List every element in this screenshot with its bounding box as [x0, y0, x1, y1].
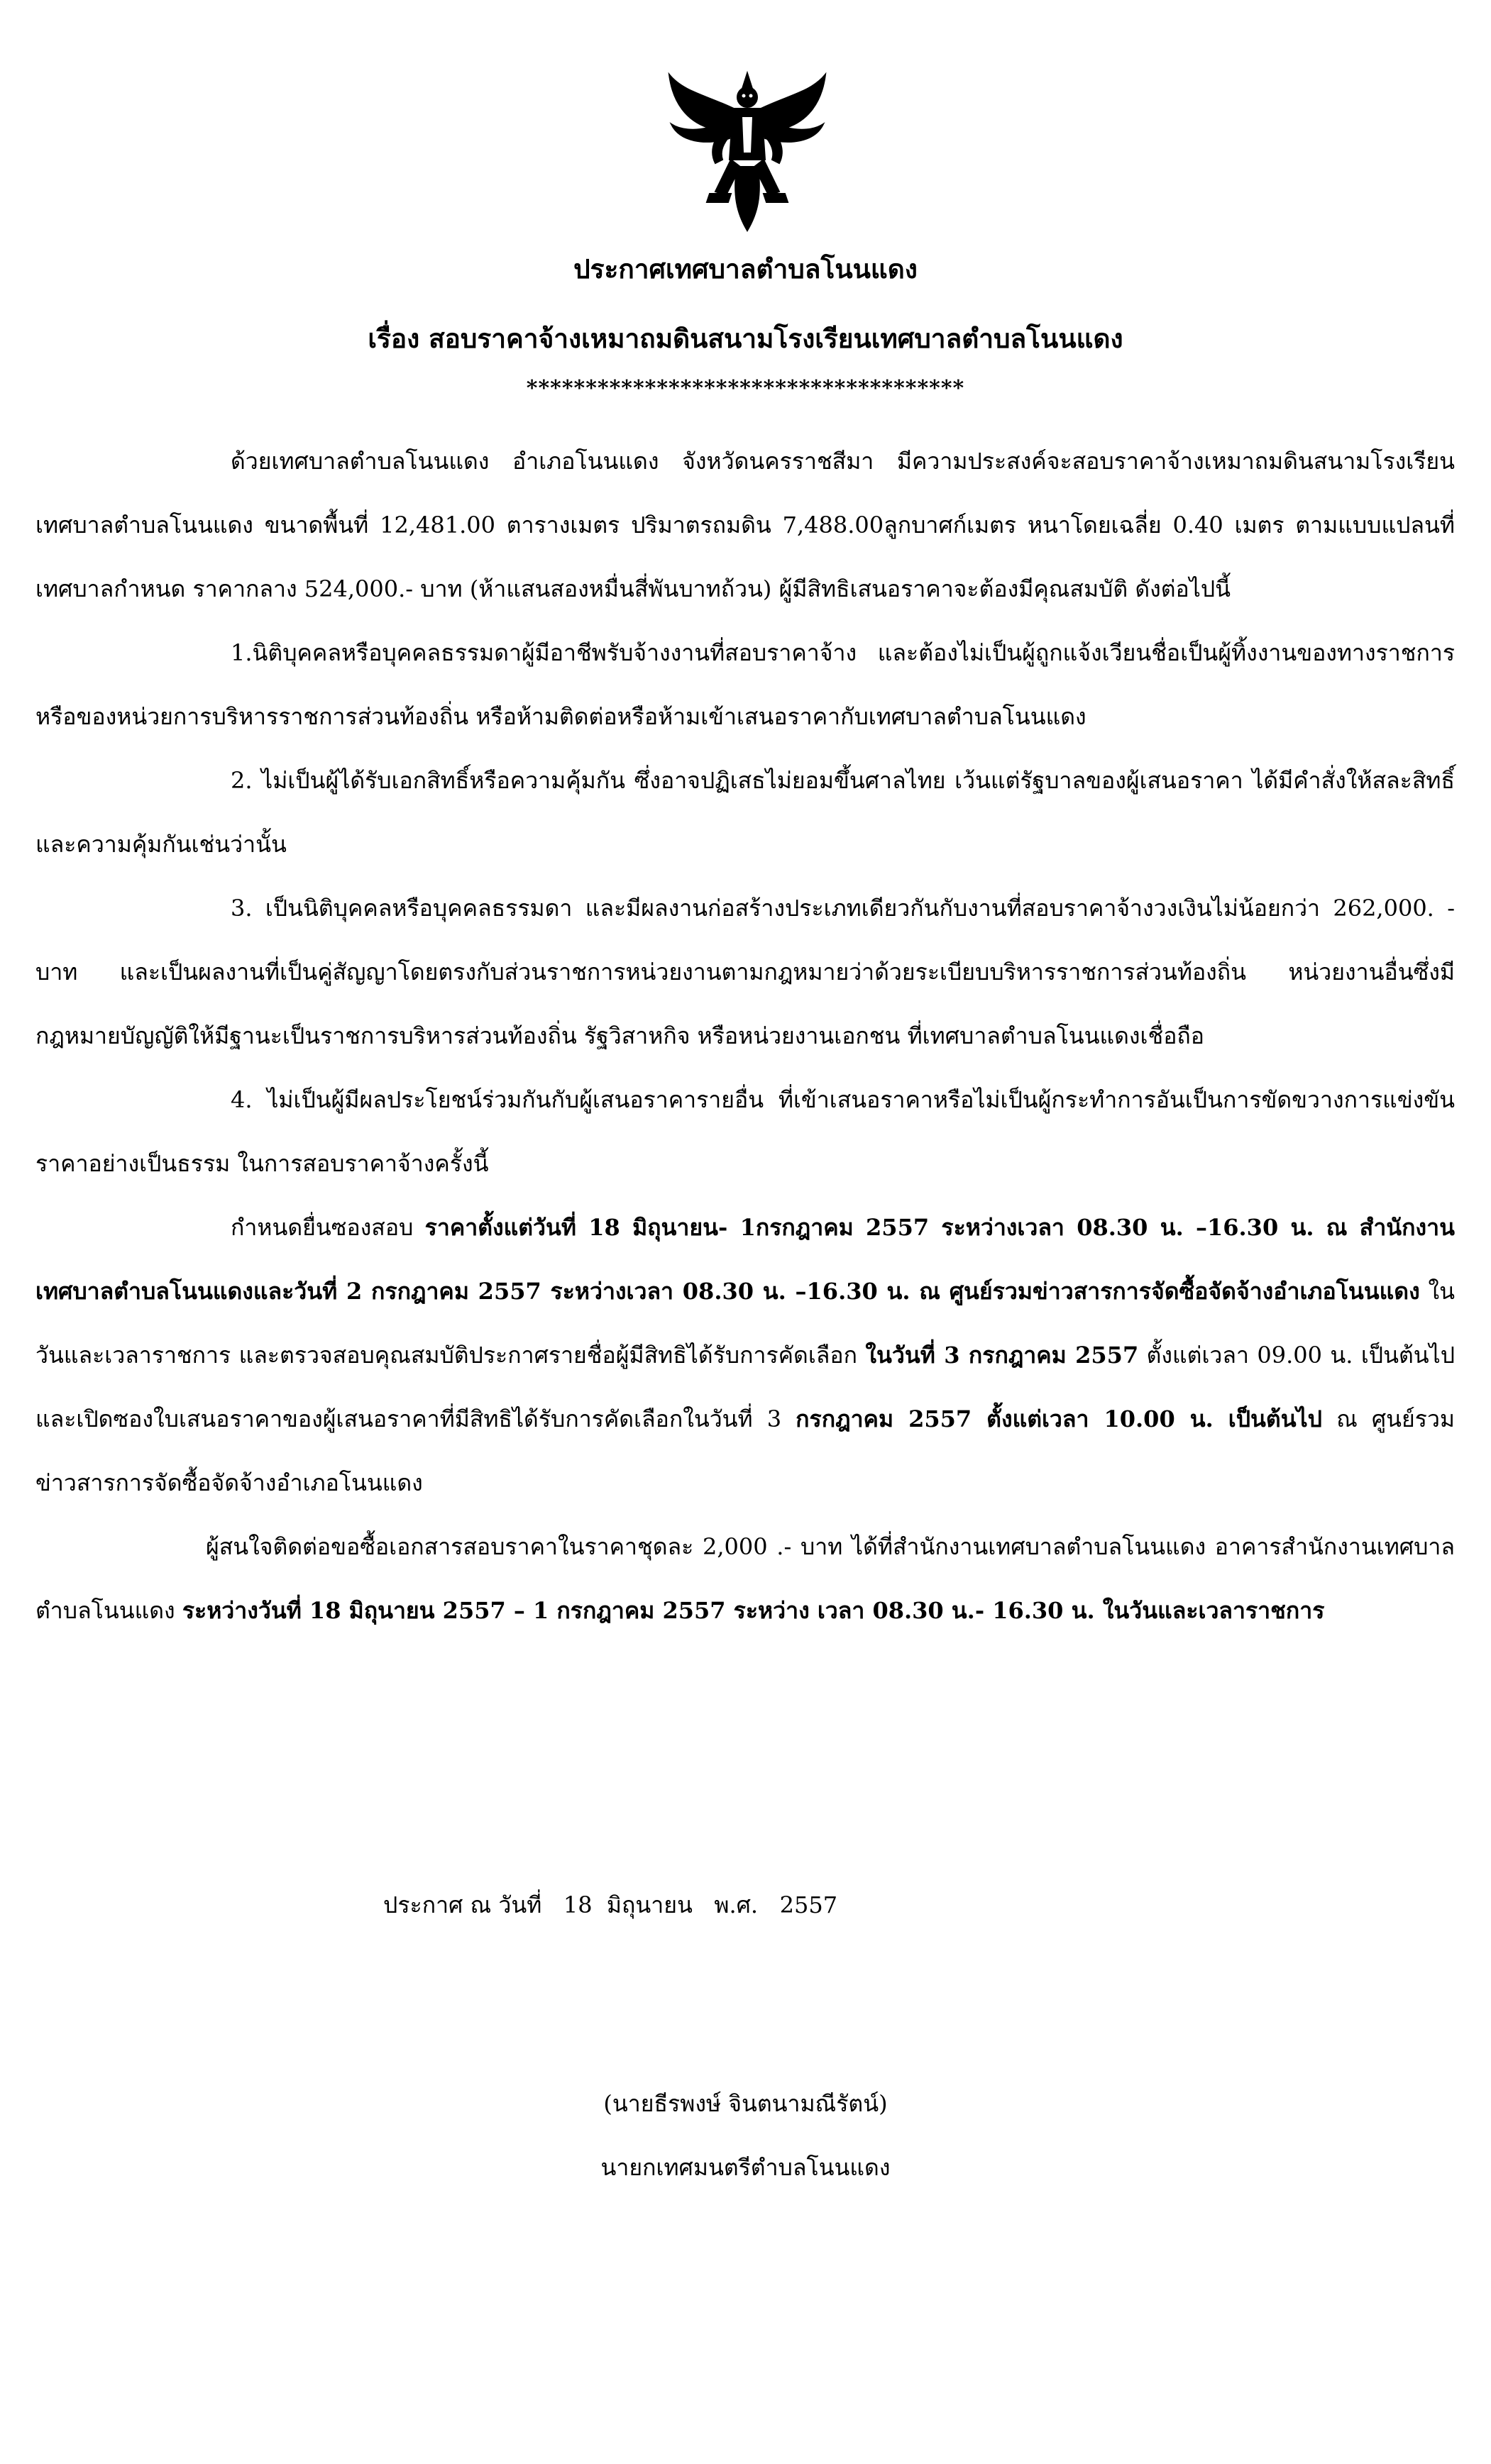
schedule-text: ในวันและเวลาราชการ และตรวจสอบคุณสมบัติประกาศรายชื่อผู้มีสิทธิได้รับการคัดเลือก	[35, 1278, 1456, 1369]
document-purchase-paragraph	[35, 1515, 1455, 1642]
purchase-text: ผู้สนใจติดต่อขอซื้อเอกสารสอบราคาในราคาชุดละ 2,000 .- บาท ได้ที่สำนักงานเทศบาลตำบลโนนแดง อาคารสำนักงานเทศบาลตำบลโนนแดง	[35, 1533, 1455, 1624]
schedule-bold-text: ในวันที่ 3 กรกฎาคม 2557	[865, 1342, 1139, 1369]
qualification-item-1: 1.นิติบุคคลหรือบุคคลธรรมดาผู้มีอาชีพรับจ้างงานที่สอบราคาจ้าง และต้องไม่เป็นผู้ถูกแจ้งเวียนชื่อเป็นผู้ทิ้งงานของทางราชการ หรือของหน่วยการบริหารราชการส่วนท้องถิ่น หรือห้ามติดต่อหรือห้ามเข้าเสนอราคากับเทศบาลตำบลโนนแดง	[35, 639, 1455, 730]
schedule-text: ณ ศูนย์รวมข่าวสารการจัดซื้อจัดจ้างอำเภอโนนแดง	[35, 1405, 1456, 1496]
intro-paragraph: ด้วยเทศบาลตำบลโนนแดง อำเภอโนนแดง จังหวัดนครราชสีมา มีความประสงค์จะสอบราคาจ้างเหมาถมดินสนามโรงเรียนเทศบาลตำบลโนนแดง ขนาดพื้นที่ 12,481.00 ตารางเมตร ปริมาตรถมดิน 7,488.00ลูกบาศก์เมตร หนาโดยเฉลี่ย 0.40 เมตร ตามแบบแปลนที่เทศบาลกำหนด ราคากลาง 524,000.- บาท (ห้าแสนสองหมื่นสี่พันบาทถ้วน) ผู้มีสิทธิเสนอราคาจะต้องมีคุณสมบัติ ดังต่อไปนี้	[35, 448, 1455, 602]
announcement-subject: เรื่อง สอบราคาจ้างเหมาถมดินสนามโรงเรียนเทศบาลตำบลโนนแดง	[368, 323, 1123, 354]
garuda-emblem	[666, 67, 829, 238]
page-title: ประกาศเทศบาลตำบลโนนแดง	[573, 253, 918, 284]
qualification-item-2: 2. ไม่เป็นผู้ได้รับเอกสิทธิ์หรือความคุ้มกัน ซึ่งอาจปฏิเสธไม่ยอมขึ้นศาลไทย เว้นแต่รัฐบาลของผู้เสนอราคา ได้มีคำสั่งให้สละสิทธิ์และความคุ้มกันเช่นว่านั้น	[35, 767, 1455, 858]
announcement-date: ประกาศ ณ วันที่ 18 มิถุนายน พ.ศ. 2557	[383, 1891, 838, 1918]
announcement-body	[35, 429, 1455, 1642]
submission-schedule-paragraph	[35, 1195, 1455, 1515]
separator-line: *************************************	[526, 376, 965, 401]
qualification-item-3: 3. เป็นนิติบุคคลหรือบุคคลธรรมดา และมีผลงานก่อสร้างประเภทเดียวกันกับงานที่สอบราคาจ้างวงเงินไม่น้อยกว่า 262,000. - บาท และเป็นผลงานที่เป็นคู่สัญญาโดยตรงกับส่วนราชการหน่วยงานตามกฎหมายว่าด้วยระเบียบบริหารราชการส่วนท้องถิ่น หน่วยงานอื่นซึ่งมีกฎหมายบัญญัติให้มีฐานะเป็นราชการบริหารส่วนท้องถิ่น รัฐวิสาหกิจ หรือหน่วยงานเอกชน ที่เทศบาลตำบลโนนแดงเชื่อถือ	[35, 895, 1455, 1049]
schedule-bold-text: กรกฎาคม 2557 ตั้งแต่เวลา 10.00 น. เป็นต้นไป	[796, 1405, 1322, 1432]
schedule-text: ตั้งแต่เวลา 09.00 น. เป็นต้นไป และเปิดซองใบเสนอราคาของผู้เสนอราคาที่มีสิทธิได้รับการคัดเลือกในวันที่ 3	[35, 1342, 1456, 1432]
signer-position: นายกเทศมนตรีตำบลโนนแดง	[600, 2154, 891, 2181]
schedule-text: กำหนดยื่นซองสอบ	[231, 1214, 425, 1241]
purchase-bold-text: ระหว่างวันที่ 18 มิถุนายน 2557 – 1 กรกฎาคม 2557 ระหว่าง เวลา 08.30 น.- 16.30 น. ในวันและเวลาราชการ	[182, 1597, 1325, 1624]
signer-name: (นายธีรพงษ์ จินตนามณีรัตน์)	[603, 2090, 888, 2117]
qualification-item-4: 4. ไม่เป็นผู้มีผลประโยชน์ร่วมกันกับผู้เสนอราคารายอื่น ที่เข้าเสนอราคาหรือไม่เป็นผู้กระทำการอันเป็นการขัดขวางการแข่งขันราคาอย่างเป็นธรรม ในการสอบราคาจ้างครั้งนี้	[35, 1086, 1455, 1177]
schedule-bold-text: ราคาตั้งแต่วันที่ 18 มิถุนายน- 1กรกฎาคม 2557 ระหว่างเวลา 08.30 น. –16.30 น. ณ สำนักงานเทศบาลตำบลโนนแดงและวันที่ 2 กรกฎาคม 2557 ระหว่างเวลา 08.30 น. –16.30 น. ณ ศูนย์รวมข่าวสารการจัดซื้อจัดจ้างอำเภอโนนแดง	[35, 1214, 1456, 1305]
